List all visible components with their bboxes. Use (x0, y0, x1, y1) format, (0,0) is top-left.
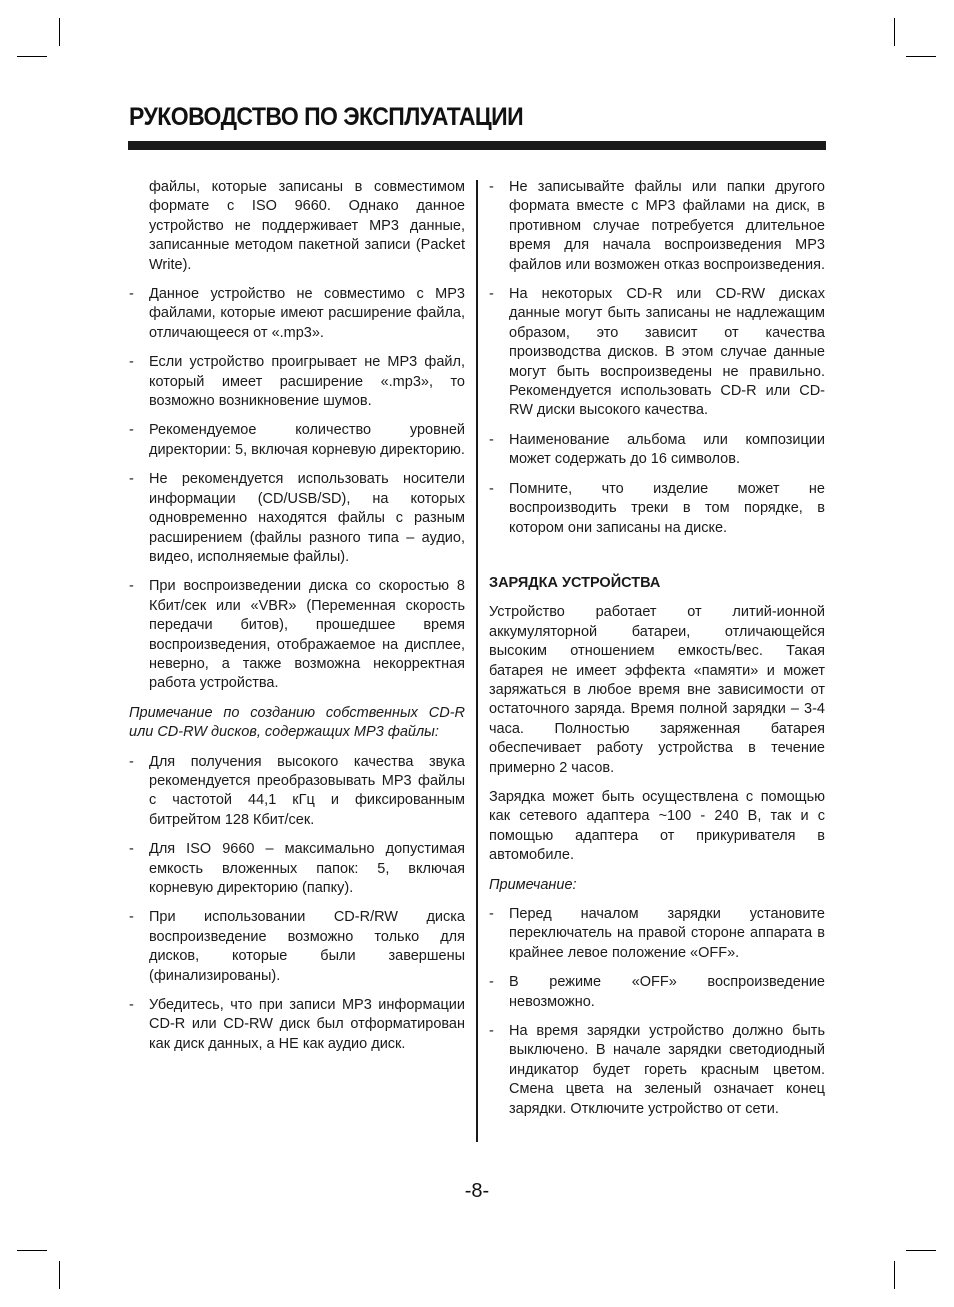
crop-mark (906, 1250, 936, 1251)
list-item (129, 908, 465, 986)
crop-mark (906, 56, 936, 57)
section-gap (489, 548, 825, 574)
list-item-text: В режиме «OFF» воспроизведение невозможно. (509, 974, 825, 1010)
list-item-text: Не рекомендуется использовать носители информации (CD/USB/SD), на которых одновременно находятся файлы с разным расширением (файлы разного типа – аудио, видео, исполняемые файлы). (149, 471, 465, 565)
dash-bullet: - (489, 286, 494, 303)
list-item (129, 753, 465, 831)
list-item-text: При использовании CD-R/RW диска воспроизведение возможно только для дисков, которые были завершены (финализированы). (149, 909, 465, 984)
charging-paragraph: Зарядка может быть осуществлена с помощью как сетевого адаптера ~100 - 240 В, так и с помощью адаптера от прикуривателя в автомобиле. (489, 788, 825, 864)
crop-mark (17, 1250, 47, 1251)
list-item (489, 480, 825, 538)
dash-bullet: - (129, 997, 134, 1014)
column-divider (476, 180, 478, 1142)
dash-bullet: - (129, 471, 134, 488)
dash-bullet: - (129, 286, 134, 303)
crop-mark (59, 1261, 60, 1289)
list-item (489, 431, 825, 470)
list-item (129, 421, 465, 460)
list-item-text: Убедитесь, что при записи MP3 информации CD-R или CD-RW диск был отформатирован как диск данных, а НЕ как аудио диск. (149, 997, 465, 1052)
list-item (129, 996, 465, 1054)
list-item-text: Рекомендуемое количество уровней директории: 5, включая корневую директорию. (149, 422, 465, 458)
dash-bullet: - (129, 422, 134, 439)
charging-note-label: Примечание: (489, 876, 577, 893)
dash-bullet: - (129, 753, 134, 770)
list-item (129, 577, 465, 693)
dash-bullet: - (129, 909, 134, 926)
crop-mark (17, 56, 47, 57)
crop-mark (894, 18, 895, 46)
dash-bullet: - (489, 179, 494, 195)
list-item (489, 1022, 825, 1119)
title-rule (128, 141, 826, 150)
list-item-text: Не записывайте файлы или папки другого формата вместе с MP3 файлами на диск, в противном случае потребуется длительное время для начала воспроизведения MP3 файлов или возможен отказ воспроизведения. (509, 179, 825, 273)
dash-bullet: - (489, 974, 494, 991)
list-item-text: Если устройство проигрывает не MP3 файл, который имеет расширение «.mp3», то возможно возникновение шумов. (149, 354, 465, 410)
list-item-text: На некоторых CD-R или CD-RW дисках данные могут быть записаны не надлежащим образом, это зависит от качества производства дисков. В этом случае данные могут быть воспроизведены не правильно. Рекомендуется использовать CD-R или CD-RW диски высокого качества. (509, 286, 825, 419)
dash-bullet: - (489, 480, 494, 497)
list-item (489, 178, 825, 275)
list-item (489, 973, 825, 1012)
dash-bullet: - (129, 841, 134, 858)
list-item (489, 285, 825, 421)
dash-bullet: - (489, 431, 494, 448)
list-item-text: Для получения высокого качества звука рекомендуется преобразовывать MP3 файлы с частотой 44,1 кГц и фиксированным битрейтом 128 Кбит/сек. (149, 753, 465, 828)
list-item-text: Помните, что изделие может не воспроизводить треки в том порядке, в котором они записаны на диске. (509, 480, 825, 536)
list-item-text: При воспроизведении диска со скоростью 8 Кбит/сек или «VBR» (Переменная скорость передачи битов), прошедшее время воспроизведения, отображаемое на дисплее, неверно, а также возможна некорректная работа устройства. (149, 578, 465, 692)
left-column (129, 178, 465, 1064)
list-item (129, 285, 465, 343)
crop-mark (894, 1261, 895, 1289)
list-item (129, 470, 465, 567)
list-item-text: Перед началом зарядки установите переключатель на правой стороне аппарата в крайнее левое положение «OFF». (509, 906, 825, 961)
continuation-paragraph: файлы, которые записаны в совместимом формате с ISO 9660. Однако данное устройство не поддерживает MP3 данные, записанные методом пакетной записи (Packet Write). (149, 179, 465, 273)
crop-mark (59, 18, 60, 46)
list-item-text: На время зарядки устройство должно быть выключено. В начале зарядки светодиодный индикатор будет гореть красным цветом. Смена цвета на зеленый означает конец зарядки. Отключите устройство от сети. (509, 1023, 825, 1117)
right-column (489, 178, 825, 1129)
charging-paragraph: Устройство работает от литий-ионной аккумуляторной батареи, отличающейся высоким отношением емкость/вес. Такая батарея не имеет эффекта «памяти» и может заряжаться в любое время вне зависимости от остаточного заряда. Время полной зарядки – 3-4 часа. Полностью заряженная батарея обеспечивает работу устройства в течение примерно 2 часов. (489, 604, 825, 776)
list-item (129, 353, 465, 411)
section-heading: ЗАРЯДКА УСТРОЙСТВА (489, 574, 661, 591)
dash-bullet: - (489, 1023, 494, 1040)
dash-bullet: - (129, 354, 134, 371)
list-item-text: Наименование альбома или композиции может содержать до 16 символов. (509, 431, 825, 468)
list-item-text: Данное устройство не совместимо с MP3 файлами, которые имеют расширение файла, отличающееся от «.mp3». (149, 286, 465, 341)
list-item (129, 840, 465, 898)
cd-note: Примечание по созданию собственных CD-R или CD-RW дисков, содержащих MP3 файлы: (129, 704, 465, 741)
dash-bullet: - (129, 578, 134, 595)
list-item-text: Для ISO 9660 – максимально допустимая емкость вложенных папок: 5, включая корневую директорию (папку). (149, 841, 465, 896)
page-number: -8- (464, 1180, 490, 1202)
page-title: РУКОВОДСТВО ПО ЭКСПЛУАТАЦИИ (129, 103, 524, 131)
dash-bullet: - (489, 906, 494, 922)
list-item (489, 905, 825, 963)
